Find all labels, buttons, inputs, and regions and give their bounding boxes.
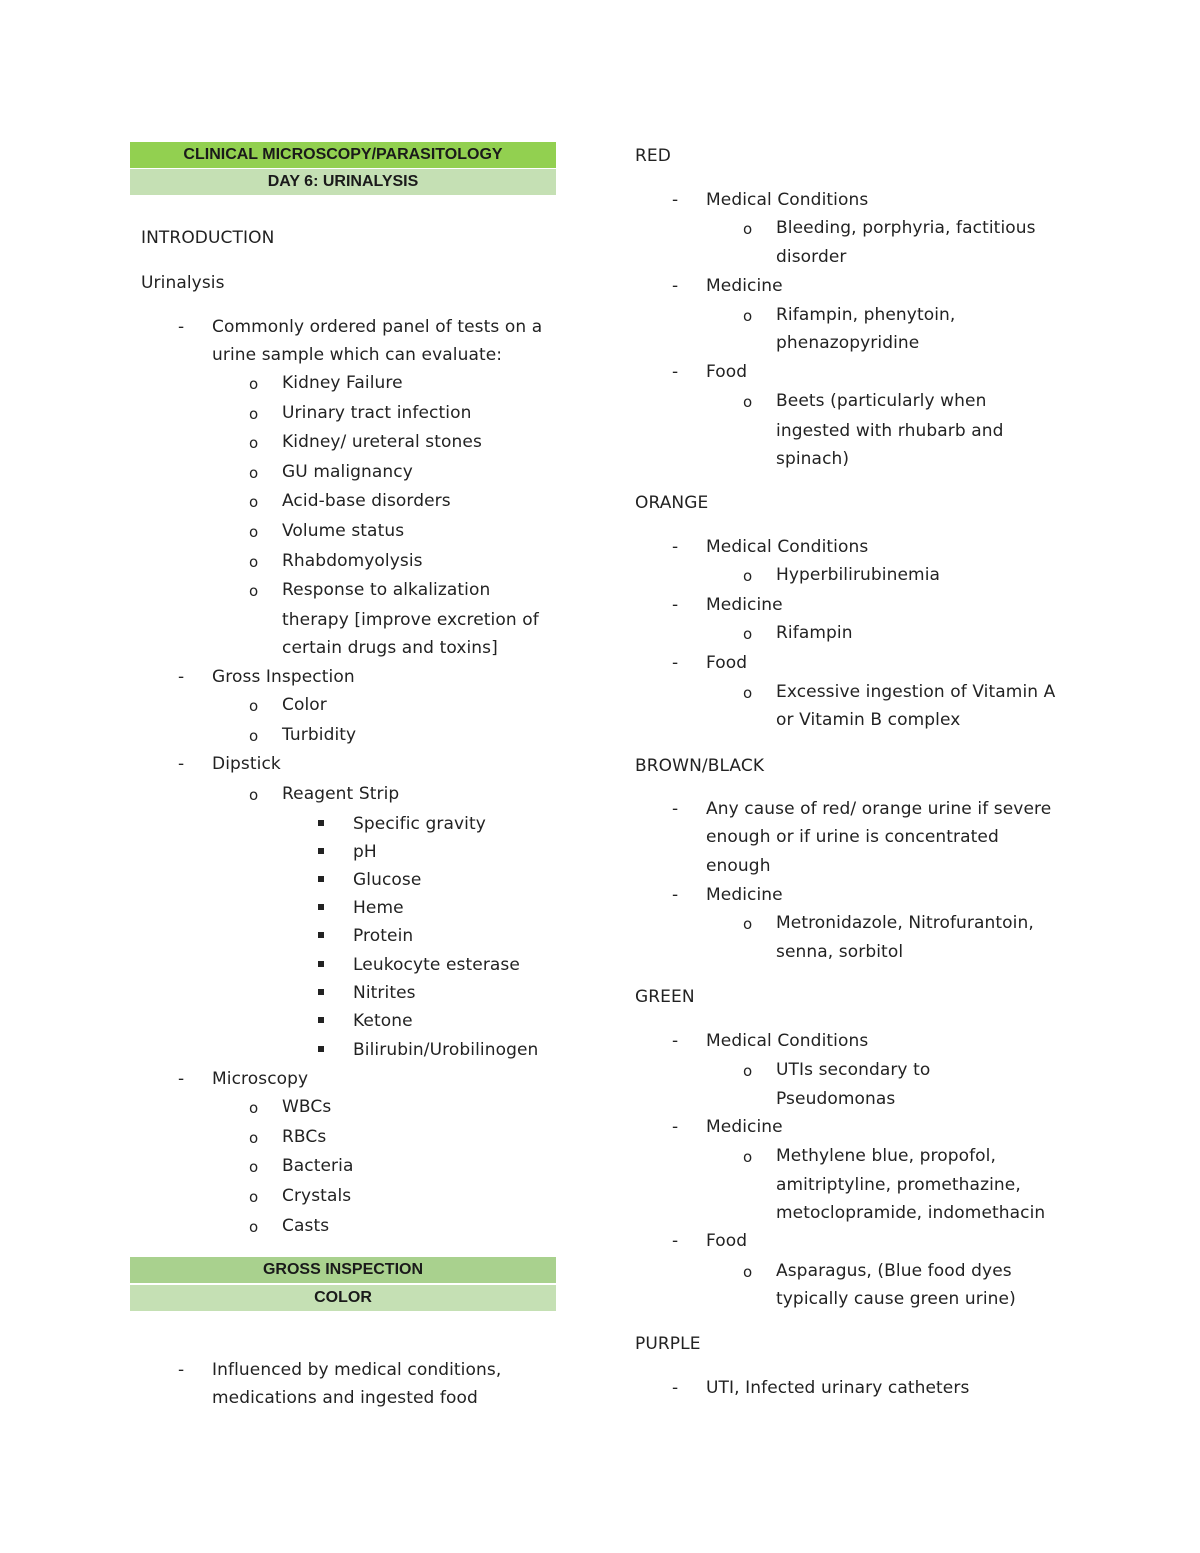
list-item: Kidney/ ureteral stones (282, 432, 482, 452)
list-item: Specific gravity (353, 814, 486, 834)
bullet-o: o (249, 1188, 259, 1206)
green-heading: GREEN (635, 987, 695, 1007)
list-item: Bilirubin/Urobilinogen (353, 1040, 539, 1060)
response-line-3: certain drugs and toxins] (282, 638, 498, 658)
orange-medicine-line-1: Rifampin (776, 623, 853, 643)
red-medicine: Medicine (706, 276, 783, 296)
dash-marker: - (672, 362, 679, 382)
bullet-o: o (743, 1062, 753, 1080)
bullet-o: o (249, 697, 259, 715)
square-bullet (318, 904, 324, 910)
list-item: Ketone (353, 1011, 413, 1031)
brown-medicine-line-1: Metronidazole, Nitrofurantoin, (776, 913, 1034, 933)
bullet-o: o (743, 625, 753, 643)
purple-heading: PURPLE (635, 1334, 701, 1354)
dash-marker: - (178, 667, 185, 687)
dash-marker: - (672, 653, 679, 673)
orange-food-line-1: Excessive ingestion of Vitamin A (776, 682, 1056, 702)
microscopy-item: Microscopy (212, 1069, 309, 1089)
bullet-o: o (743, 220, 753, 238)
dash-marker: - (672, 537, 679, 557)
bullet-o: o (249, 405, 259, 423)
dash-marker: - (672, 1031, 679, 1051)
doc-subtitle-bar (130, 169, 556, 195)
commonly-line-2: urine sample which can evaluate: (212, 345, 503, 365)
list-item: Leukocyte esterase (353, 955, 520, 975)
bullet-o: o (743, 1263, 753, 1281)
list-item: Turbidity (282, 725, 357, 745)
list-item: Heme (353, 898, 404, 918)
square-bullet (318, 1017, 324, 1023)
list-item: Acid-base disorders (282, 491, 451, 511)
green-food: Food (706, 1231, 748, 1251)
square-bullet (318, 961, 324, 967)
brown-any-line-1: Any cause of red/ orange urine if severe (706, 799, 1052, 819)
dipstick-item: Dipstick (212, 754, 281, 774)
list-item: Rhabdomyolysis (282, 551, 423, 571)
square-bullet (318, 932, 324, 938)
orange-heading: ORANGE (635, 493, 709, 513)
bullet-o: o (743, 915, 753, 933)
reagent-strip-item: Reagent Strip (282, 784, 400, 804)
red-food: Food (706, 362, 748, 382)
green-med-cond-line-2: Pseudomonas (776, 1089, 896, 1109)
section-title-bar (130, 1257, 556, 1283)
green-med-cond-line-1: UTIs secondary to (776, 1060, 931, 1080)
brown-medicine: Medicine (706, 885, 783, 905)
red-food-line-1: Beets (particularly when (776, 391, 987, 411)
list-item: WBCs (282, 1097, 332, 1117)
bullet-o: o (249, 1158, 259, 1176)
commonly-line-1: Commonly ordered panel of tests on a (212, 317, 543, 337)
section-subtitle: COLOR (314, 1289, 372, 1306)
green-medicine-line-3: metoclopramide, indomethacin (776, 1203, 1046, 1223)
dash-marker: - (672, 595, 679, 615)
bullet-o: o (249, 434, 259, 452)
bullet-o: o (249, 464, 259, 482)
red-food-line-3: spinach) (776, 449, 850, 469)
list-item: Crystals (282, 1186, 352, 1206)
red-medical-conditions: Medical Conditions (706, 190, 869, 210)
square-bullet (318, 820, 324, 826)
green-medicine: Medicine (706, 1117, 783, 1137)
section-subtitle-bar (130, 1285, 556, 1311)
red-heading: RED (635, 146, 671, 166)
list-item: Kidney Failure (282, 373, 403, 393)
dash-marker: - (178, 1069, 185, 1089)
bullet-o: o (249, 493, 259, 511)
dash-marker: - (178, 1360, 185, 1380)
bullet-o: o (249, 727, 259, 745)
bullet-o: o (249, 1099, 259, 1117)
section-title: GROSS INSPECTION (262, 1261, 424, 1278)
orange-food-line-2: or Vitamin B complex (776, 710, 961, 730)
dash-marker: - (672, 1378, 679, 1398)
orange-medicine: Medicine (706, 595, 783, 615)
dash-marker: - (672, 190, 679, 210)
dash-marker: - (178, 317, 185, 337)
urinalysis-heading: Urinalysis (141, 273, 225, 293)
green-medicine-line-1: Methylene blue, propofol, (776, 1146, 997, 1166)
red-med-cond-line-2: disorder (776, 247, 847, 267)
dash-marker: - (672, 799, 679, 819)
list-item: Nitrites (353, 983, 416, 1003)
bullet-o: o (743, 684, 753, 702)
influenced-line-1: Influenced by medical conditions, (212, 1360, 502, 1380)
bullet-o: o (249, 375, 259, 393)
red-medicine-line-1: Rifampin, phenytoin, (776, 305, 956, 325)
orange-food: Food (706, 653, 748, 673)
introduction-heading: INTRODUCTION (141, 228, 275, 248)
list-item: Color (282, 695, 327, 715)
dash-marker: - (672, 276, 679, 296)
list-item: Volume status (282, 521, 405, 541)
green-food-line-2: typically cause green urine) (776, 1289, 1016, 1309)
brown-any-line-3: enough (706, 856, 771, 876)
square-bullet (318, 876, 324, 882)
list-item: GU malignancy (282, 462, 413, 482)
list-item: pH (353, 842, 377, 862)
red-med-cond-line-1: Bleeding, porphyria, factitious (776, 218, 1036, 238)
list-item: Protein (353, 926, 414, 946)
square-bullet (318, 848, 324, 854)
red-food-line-2: ingested with rhubarb and (776, 421, 1004, 441)
red-medicine-line-2: phenazopyridine (776, 333, 920, 353)
list-item: Urinary tract infection (282, 403, 472, 423)
list-item: Glucose (353, 870, 422, 890)
dash-marker: - (672, 1231, 679, 1251)
brown-black-heading: BROWN/BLACK (635, 756, 765, 776)
dash-marker: - (672, 1117, 679, 1137)
bullet-o: o (249, 523, 259, 541)
bullet-o: o (249, 553, 259, 571)
doc-subtitle: DAY 6: URINALYSIS (267, 173, 419, 190)
dash-marker: - (178, 754, 185, 774)
bullet-o: o (249, 1129, 259, 1147)
green-medical-conditions: Medical Conditions (706, 1031, 869, 1051)
square-bullet (318, 1046, 324, 1052)
influenced-line-2: medications and ingested food (212, 1388, 478, 1408)
green-medicine-line-2: amitriptyline, promethazine, (776, 1175, 1021, 1195)
list-item: RBCs (282, 1127, 327, 1147)
bullet-o: o (249, 582, 259, 600)
purple-line-1: UTI, Infected urinary catheters (706, 1378, 970, 1398)
orange-med-cond-line-1: Hyperbilirubinemia (776, 565, 941, 585)
bullet-o: o (743, 307, 753, 325)
bullet-o: o (743, 1148, 753, 1166)
dash-marker: - (672, 885, 679, 905)
doc-title: CLINICAL MICROSCOPY/PARASITOLOGY (183, 146, 503, 163)
list-item: Casts (282, 1216, 330, 1236)
orange-medical-conditions: Medical Conditions (706, 537, 869, 557)
bullet-o: o (249, 1218, 259, 1236)
green-food-line-1: Asparagus, (Blue food dyes (776, 1261, 1012, 1281)
doc-title-bar (130, 142, 556, 168)
bullet-o: o (249, 786, 259, 804)
square-bullet (318, 989, 324, 995)
bullet-o: o (743, 393, 753, 411)
brown-any-line-2: enough or if urine is concentrated (706, 827, 999, 847)
response-line-1: Response to alkalization (282, 580, 491, 600)
gross-inspection-item: Gross Inspection (212, 667, 355, 687)
brown-medicine-line-2: senna, sorbitol (776, 942, 904, 962)
list-item: Bacteria (282, 1156, 354, 1176)
bullet-o: o (743, 567, 753, 585)
response-line-2: therapy [improve excretion of (282, 610, 539, 630)
